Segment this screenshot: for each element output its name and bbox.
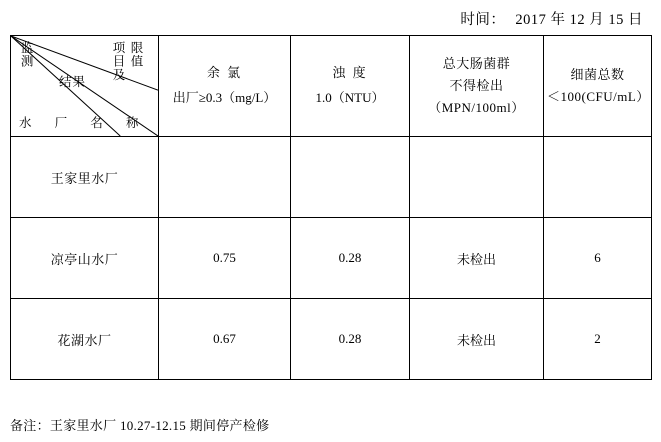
corner-label-monitor: 监测	[19, 41, 34, 68]
column-header-turbidity	[291, 36, 410, 137]
cell-bacteria: 6	[544, 218, 652, 299]
cell-coliform: 未检出	[410, 299, 544, 380]
cell-turbidity: 0.28	[291, 299, 410, 380]
column-header-chlorine-line2: 出厂≥0.3（mg/L）	[172, 90, 277, 105]
column-header-bacteria	[544, 36, 652, 137]
footnote: 备注：王家里水厂 10.27-12.15 期间停产检修	[10, 418, 270, 433]
corner-header-cell	[11, 36, 159, 137]
cell-bacteria	[544, 137, 652, 218]
column-header-bacteria-line1: 细菌总数	[570, 66, 625, 82]
cell-coliform	[410, 137, 544, 218]
corner-label-limit: 限值	[129, 41, 143, 68]
cell-chlorine: 0.67	[159, 299, 291, 380]
corner-label-item: 项目及	[111, 41, 125, 82]
cell-turbidity	[291, 137, 410, 218]
date-line	[10, 0, 651, 29]
column-header-coliform-line1: 总大肠菌群	[442, 55, 511, 71]
corner-label-plant: 水 厂 名 称	[19, 115, 149, 130]
table-row	[11, 299, 652, 380]
cell-plant-name: 王家里水厂	[11, 137, 159, 218]
cell-bacteria: 2	[544, 299, 652, 380]
column-header-coliform-line2: 不得检出	[449, 77, 504, 93]
column-header-coliform-line3: （MPN/100ml）	[428, 100, 525, 116]
cell-plant-name: 凉亭山水厂	[11, 218, 159, 299]
table-row	[11, 137, 652, 218]
cell-plant-name: 花湖水厂	[11, 299, 159, 380]
column-header-chlorine	[159, 36, 291, 137]
cell-chlorine	[159, 137, 291, 218]
table-header-row	[11, 36, 652, 137]
water-quality-table	[10, 35, 652, 380]
column-header-turbidity-line2: 1.0（NTU）	[315, 90, 385, 105]
date-label: 时间：	[460, 12, 506, 28]
column-header-turbidity-line1: 浊 度	[332, 65, 368, 81]
cell-chlorine: 0.75	[159, 218, 291, 299]
column-header-coliform	[410, 36, 544, 137]
column-header-chlorine-line1: 余 氯	[206, 65, 243, 81]
column-header-bacteria-line2: ＜100(CFU/mL）	[547, 89, 650, 104]
cell-coliform: 未检出	[410, 218, 544, 299]
table-row	[11, 218, 652, 299]
corner-label-result: 结果	[59, 75, 87, 89]
cell-turbidity: 0.28	[291, 218, 410, 299]
date-value: 2017 年 12 月 15 日	[515, 12, 643, 28]
